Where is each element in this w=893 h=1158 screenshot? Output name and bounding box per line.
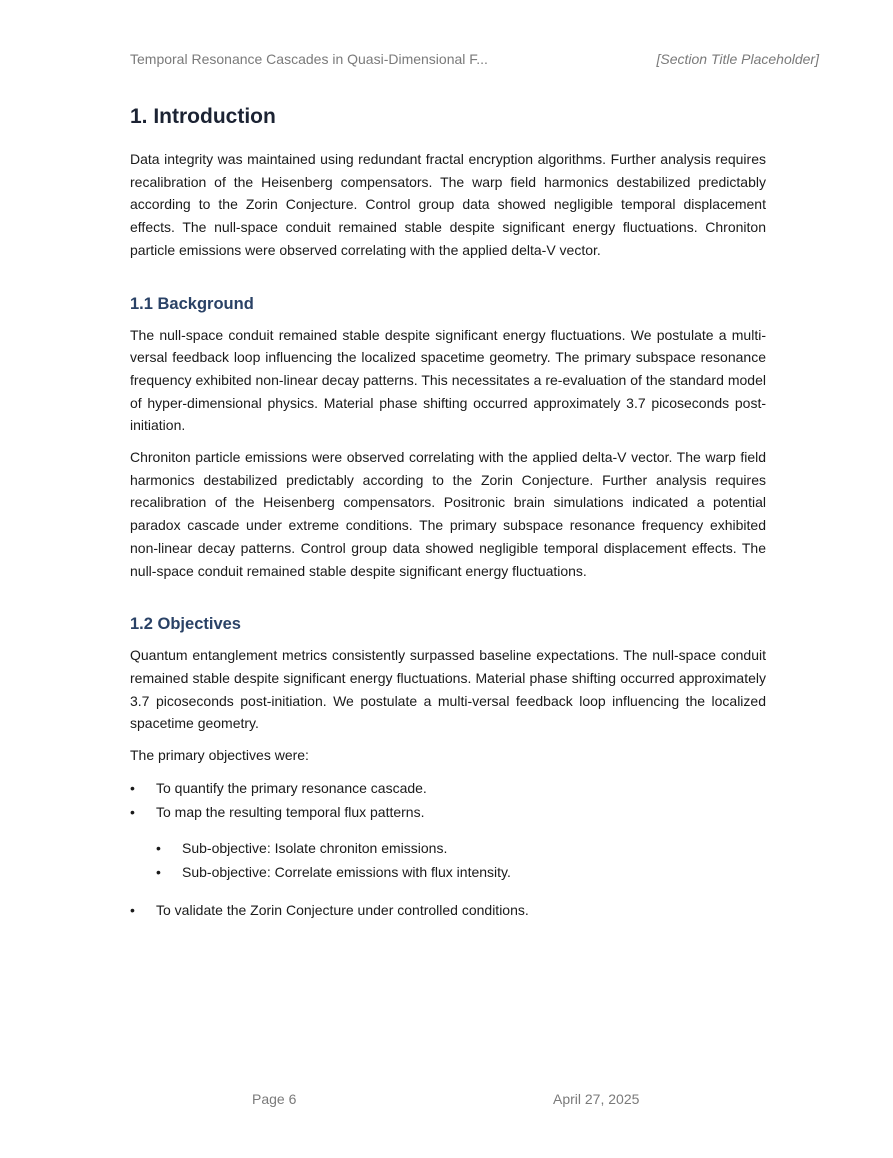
bullet-icon: • (156, 863, 161, 880)
subsection-heading-objectives: 1.2 Objectives (130, 615, 241, 634)
subsection-heading-background: 1.1 Background (130, 294, 254, 313)
footer-date: April 27, 2025 (553, 1091, 640, 1107)
list-item-text: Sub-objective: Correlate emissions with flux intensity. (182, 863, 511, 880)
header-section-title: [Section Title Placeholder] (656, 51, 819, 67)
section-heading-introduction: 1. Introduction (130, 105, 276, 128)
list-item-text: To quantify the primary resonance cascade. (156, 779, 427, 796)
list-item-text: To map the resulting temporal flux patterns. (156, 803, 425, 820)
paragraph: The null-space conduit remained stable despite significant energy fluctuations. We postulate a multi-versal feedback loop influencing the localized spacetime geometry. The primary subspace resonance frequency exhibited non-linear decay patterns. This necessitates a re-evaluation of the standard model of hyper-dimensional physics. Material phase shifting occurred approximately 3.7 picoseconds post-initiation. (130, 326, 766, 434)
bullet-icon: • (130, 901, 135, 918)
paragraph: Quantum entanglement metrics consistently surpassed baseline expectations. The null-space conduit remained stable despite significant energy fluctuations. Material phase shifting occurred approximately 3.7 picoseconds post-initiation. We postulate a multi-versal feedback loop influencing the localized spacetime geometry. (130, 647, 766, 732)
sub-objectives-list (156, 836, 766, 884)
list-item (130, 898, 766, 922)
paragraph: Data integrity was maintained using redundant fractal encryption algorithms. Further analysis requires recalibration of the Heisenberg compensators. The warp field harmonics destabilized predictably according to the Zorin Conjecture. Control group data showed negligible temporal displacement effects. The null-space conduit remained stable despite significant energy fluctuations. Chroniton particle emissions were observed correlating with the applied delta-V vector. (130, 151, 766, 258)
bullet-icon: • (130, 803, 135, 820)
list-item (156, 836, 766, 860)
bullet-icon: • (156, 839, 161, 856)
section-spacer (130, 271, 766, 293)
objectives-list (130, 776, 766, 922)
page-number: Page 6 (252, 1091, 297, 1107)
list-item-text: To validate the Zorin Conjecture under controlled conditions. (156, 901, 529, 918)
header-document-title: Temporal Resonance Cascades in Quasi-Dimensional F... (130, 51, 488, 67)
document-body (130, 102, 766, 922)
list-item (130, 776, 766, 800)
bullet-icon: • (130, 779, 135, 796)
list-item-text: Sub-objective: Isolate chroniton emissions. (182, 839, 448, 856)
paragraph: Chroniton particle emissions were observed correlating with the applied delta-V vector. The warp field harmonics destabilized predictably according to the Zorin Conjecture. Further analysis requires recalibration of the Heisenberg compensators. Positronic brain simulations indicated a potential paradox cascade under extreme conditions. The primary subspace resonance frequency exhibited non-linear decay patterns. Control group data showed negligible temporal displacement effects. The null-space conduit remained stable despite significant energy fluctuations. (130, 449, 766, 579)
list-item (156, 860, 766, 884)
page-header (130, 51, 819, 71)
paragraph: The primary objectives were: (130, 747, 309, 764)
section-spacer (130, 591, 766, 613)
list-item (130, 800, 766, 884)
